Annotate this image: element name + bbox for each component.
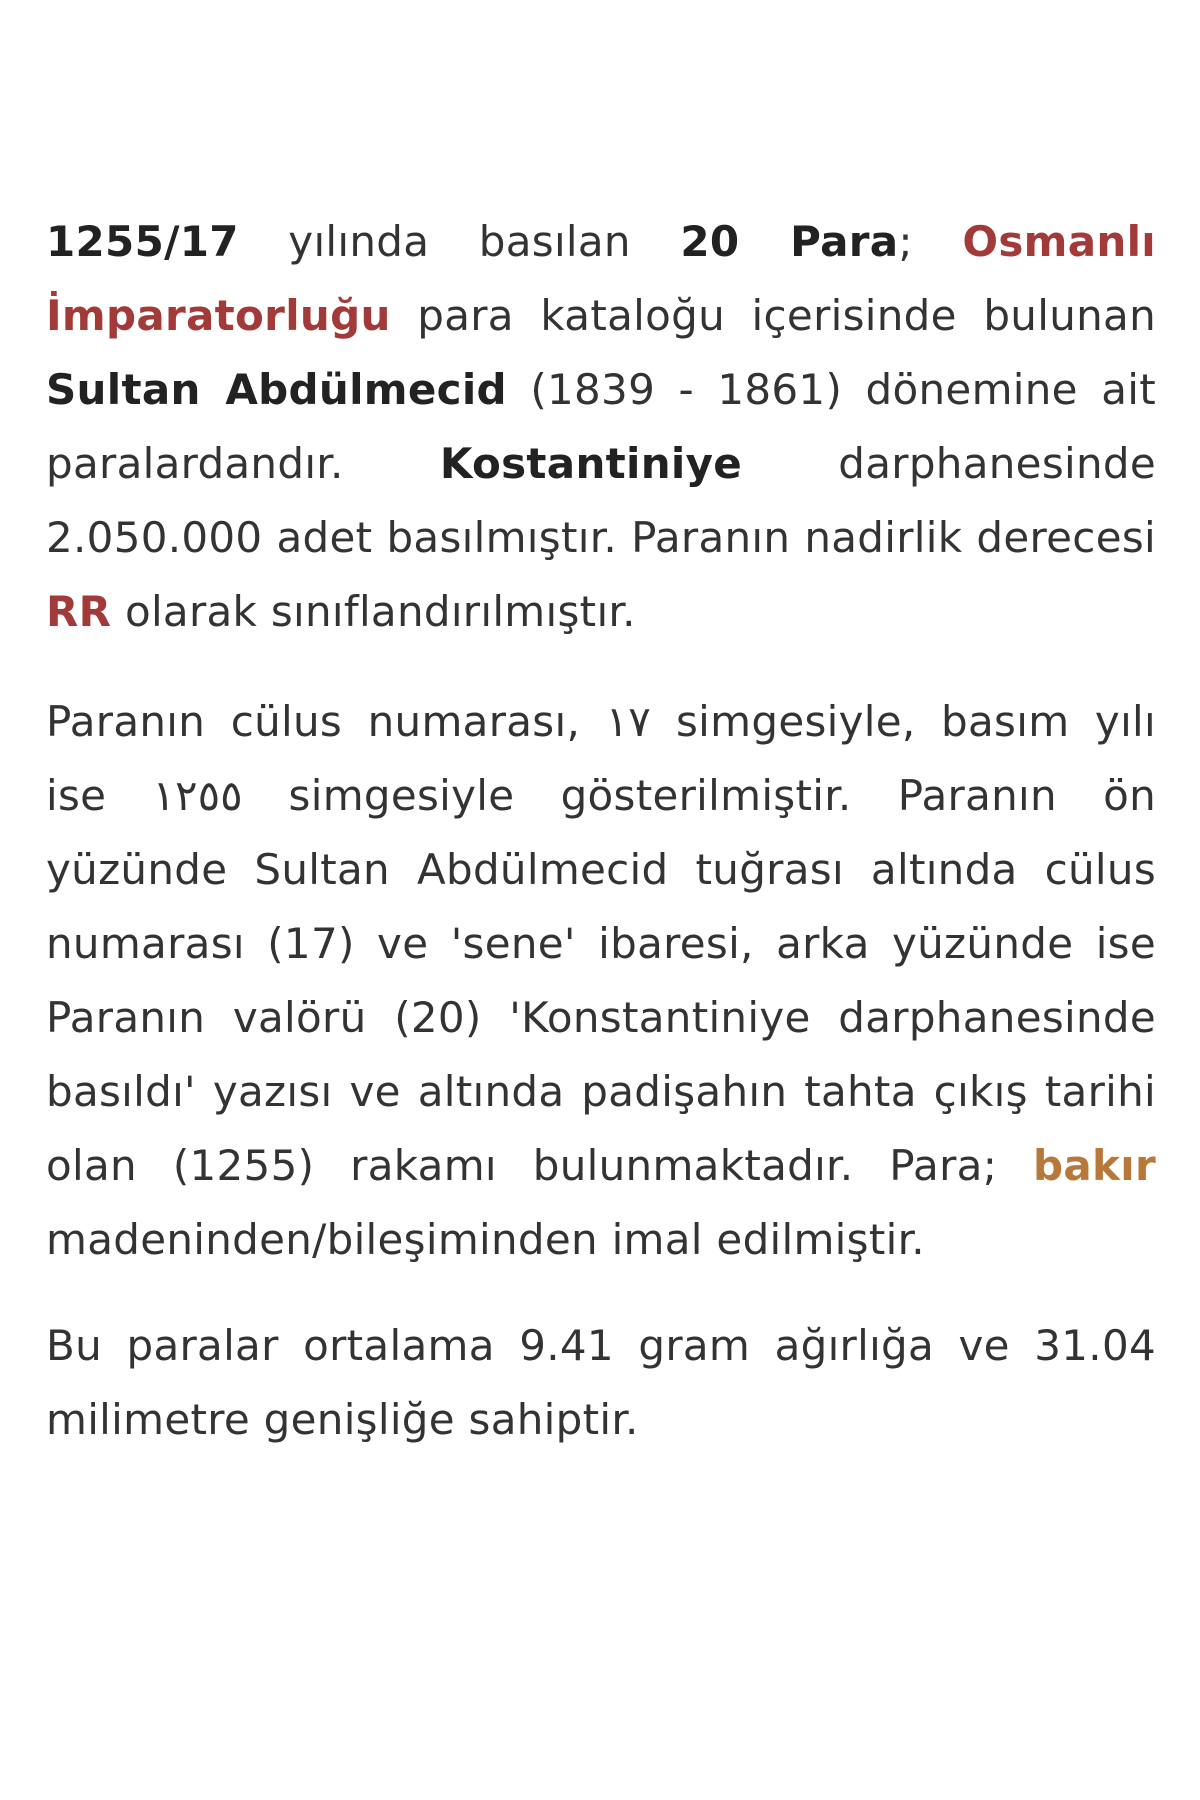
paragraph-details	[46, 685, 1156, 1277]
text-segment: dönemine ait paralardandır.	[46, 365, 1156, 488]
text-segment: darphanesinde	[742, 439, 1156, 488]
text-segment: Paranın cülus numarası,	[46, 697, 606, 746]
obverse-accession-number: (17)	[267, 919, 355, 968]
text-segment: para kataloğu içerisinde bulunan	[390, 291, 1156, 340]
reverse-value: (20)	[394, 993, 482, 1042]
text-segment: Bu paralar ortalama	[46, 1321, 520, 1370]
weight-value: 9.41	[519, 1321, 614, 1370]
text-segment: milimetre genişliğe sahiptir.	[46, 1395, 639, 1444]
reign-years: (1839 - 1861)	[530, 365, 843, 414]
text-segment: yılında basılan	[238, 217, 681, 266]
rarity-badge: RR	[46, 587, 112, 636]
text-segment: simgesiyle, basım yılı ise	[46, 697, 1156, 820]
text-segment: rakamı bulunmaktadır. Para;	[314, 1141, 1034, 1190]
text-segment: simgesiyle gösterilmiştir. Paranın ön yüzünde Sultan Abdülmecid tuğrası altında cülus numarası	[46, 771, 1156, 968]
coin-denomination: 20 Para	[680, 217, 899, 266]
metal-link[interactable]: bakır	[1033, 1141, 1156, 1190]
mintage-value: 2.050.000	[46, 513, 263, 562]
text-segment: 'Konstantiniye darphanesinde basıldı' yazısı ve altında padişahın tahta çıkış tarihi olan	[46, 993, 1156, 1190]
coin-description	[46, 205, 1156, 1457]
mint-name: Kostantiniye	[439, 439, 743, 488]
text-segment	[507, 365, 530, 414]
text-segment: adet basılmıştır. Paranın nadirlik derecesi	[262, 513, 1156, 562]
text-segment: ;	[898, 217, 963, 266]
paragraph-specs	[46, 1309, 1156, 1457]
sultan-name: Sultan Abdülmecid	[46, 365, 507, 414]
coin-year: 1255/17	[46, 217, 239, 266]
empire-link[interactable]: Osmanlı İmparatorluğu	[46, 217, 1156, 340]
text-segment: madeninden/bileşiminden imal edilmiştir.	[46, 1215, 925, 1264]
text-segment: olarak sınıflandırılmıştır.	[111, 587, 636, 636]
year-symbol: ١٢٥٥	[152, 771, 243, 820]
paragraph-summary	[46, 205, 1156, 649]
diameter-value: 31.04	[1034, 1321, 1156, 1370]
accession-symbol: ١٧	[605, 697, 651, 746]
accession-year: (1255)	[172, 1141, 315, 1190]
text-segment: gram ağırlığa ve	[613, 1321, 1035, 1370]
text-segment: ve 'sene' ibaresi, arka yüzünde ise Paranın valörü	[46, 919, 1157, 1042]
